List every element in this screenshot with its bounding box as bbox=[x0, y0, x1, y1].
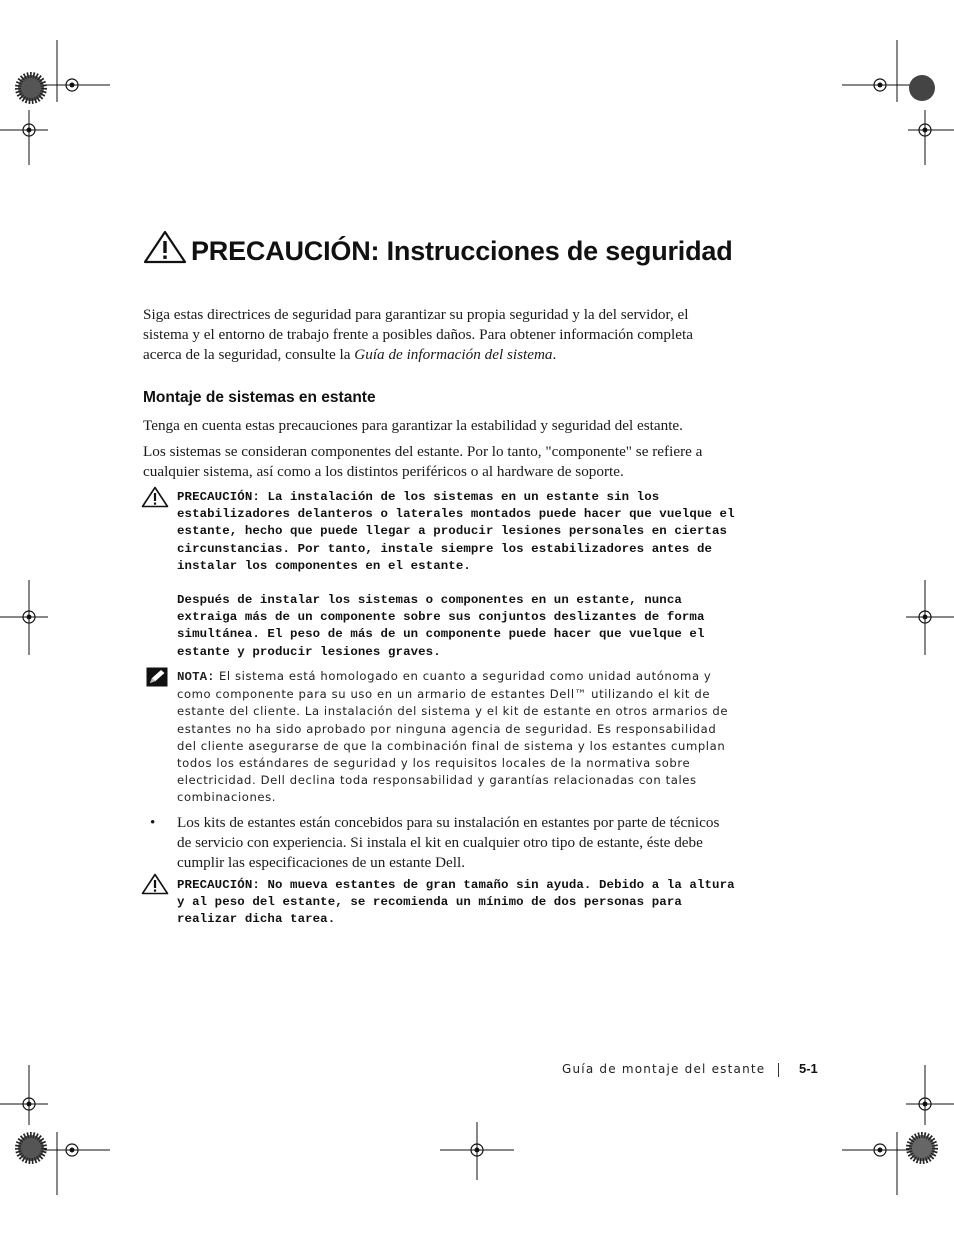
page-title bbox=[143, 230, 783, 270]
note-rack-certification bbox=[177, 668, 737, 807]
caution-rack-stabilizers bbox=[177, 489, 737, 575]
caution-extend-components: Después de instalar los sistemas o componentes en un estante, nunca extraiga más de un componente sobre sus conjuntos deslizantes de forma simultánea. El peso de más de un componente puede hacer que vuelque el estante y producir lesiones graves. bbox=[177, 593, 705, 659]
intro-paragraph bbox=[143, 305, 733, 365]
components-paragraph: Los sistemas se consideran componentes del estante. Por lo tanto, "componente" se refiere a cualquier sistema, así como a los distintos periféricos o al hardware de soporte. bbox=[143, 443, 703, 480]
page-title-text: PRECAUCIÓN: Instrucciones de seguridad bbox=[191, 236, 733, 266]
intro-end: . bbox=[552, 346, 557, 363]
warning-triangle-icon bbox=[141, 873, 169, 900]
warning-triangle-icon bbox=[143, 230, 187, 270]
caution-label: PRECAUCIÓN: bbox=[177, 878, 260, 892]
rack-precautions-paragraph: Tenga en cuenta estas precauciones para garantizar la estabilidad y seguridad del estante. bbox=[143, 417, 683, 434]
caution-text: No mueva estantes de gran tamaño sin ayuda. Debido a la altura y al peso del estante, se recomienda un mínimo de dos personas para realizar dicha tarea. bbox=[177, 878, 735, 927]
note-text: El sistema está homologado en cuanto a seguridad como unidad autónoma y como componente para su uso en un armario de estantes Dell™ utilizando el kit de estante del cliente. La instalación del sistema y el kit de estante en otros armarios de estantes no ha sido aprobado por ninguna agencia de seguridad. Es responsabilidad del cliente asegurarse de que la combinación final de sistema y los estantes cumplan todos los estándares de seguridad y los requisitos locales de la normativa sobre electricidad. Dell declina toda responsabilidad y garantías relacionadas con tales combinaciones. bbox=[177, 669, 729, 805]
rack-kit-bullet: Los kits de estantes están concebidos para su instalación en estantes por parte de técnicos de servicio con experiencia. Si instala el kit en cualquier otro tipo de estante, éste debe cumplir las especificaciones de un estante Dell. bbox=[177, 814, 720, 871]
system-info-guide-reference: Guía de información del sistema bbox=[354, 346, 553, 363]
section-heading: Montaje de sistemas en estante bbox=[143, 389, 376, 406]
caution-text: La instalación de los sistemas en un estante sin los estabilizadores delanteros o laterales montados puede hacer que vuelque el estante, hecho que puede llegar a producir lesiones personales en ciertas circunstancias. Por tanto, instale siempre los estabilizadores antes de instalar los componentes en el estante. bbox=[177, 490, 735, 573]
footer-guide-title: Guía de montaje del estante bbox=[562, 1062, 766, 1076]
pencil-note-icon bbox=[146, 667, 168, 692]
caution-label: PRECAUCIÓN: bbox=[177, 490, 260, 504]
caution-moving-racks bbox=[177, 877, 737, 929]
page-number: 5-1 bbox=[799, 1061, 818, 1076]
warning-triangle-icon bbox=[141, 486, 169, 513]
bullet-symbol: • bbox=[150, 814, 156, 831]
intro-text: Siga estas directrices de seguridad para garantizar su propia seguridad y la del servidor, el sistema y el entorno de trabajo frente a posibles daños. Para obtener información completa acerca de la seguridad, consulte la bbox=[143, 306, 693, 363]
note-label: NOTA: bbox=[177, 670, 215, 684]
footer-separator bbox=[778, 1063, 779, 1077]
